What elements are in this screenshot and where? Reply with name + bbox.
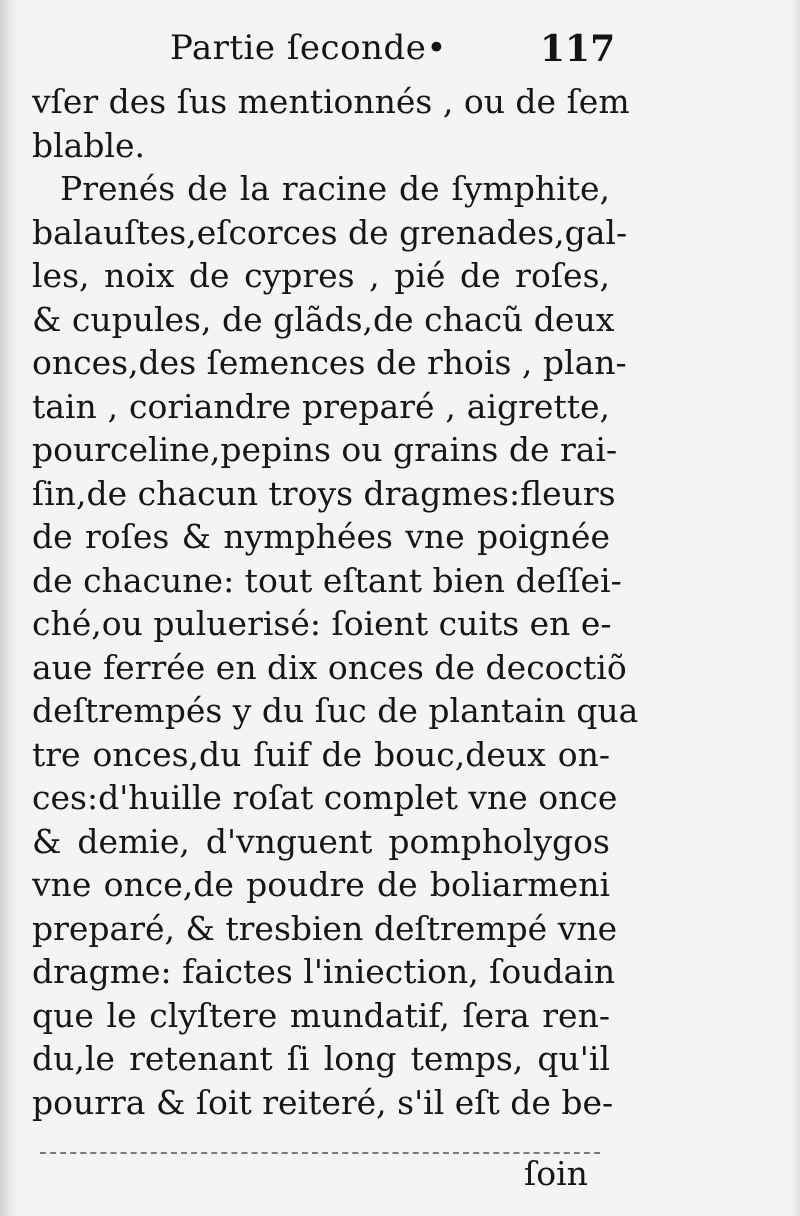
text-line: tain , coriandre preparé , aigrette, [32,386,610,426]
text-line: dragme: faictes l'iniection, ſoudain [32,952,616,991]
text-line: onces,des ſemences de rhois , plan- [32,343,627,382]
text-line: blable. [32,125,146,165]
text-line: balauſtes,eſcorces de grenades,gal- [32,212,628,252]
gutter-shadow [0,0,18,1216]
text-line: vſer des ſus mentionnés , ou de ſem [32,82,630,121]
text-line: de chacune: tout eſtant bien deſſei- [32,560,622,600]
footer-rule [40,1152,600,1154]
text-line: les, noix de cypres , pié de roſes, [32,256,610,295]
text-line: ſin,de chacun troys dragmes:fleurs [32,473,616,513]
text-line: vne once,de poudre de boliarmeni [32,865,610,904]
text-line: ché,ou puluerisé: ſoient cuits en e- [32,604,612,643]
page-number: 117 [540,28,616,70]
text-line: aue ferrée en dix onces de decoctiõ [32,647,627,687]
text-line: de roſes & nymphées vne poignée [32,517,610,556]
page-header [0,28,800,78]
text-line: du,le retenant ſi long temps, qu'il [32,1039,610,1078]
text-line: & cupules, de glãds,de chacũ deux [32,299,615,339]
text-line: que le clyſtere mundatif, ſera ren- [32,995,610,1035]
text-line: ces:d'huille roſat complet vne once [32,778,618,817]
running-head: Partie ſeconde• [170,28,447,68]
text-line: Prenés de la racine de ſymphite, [60,169,610,208]
text-line: & demie, d'vnguent pompholygos [32,821,610,861]
catchword: ſoin [524,1154,588,1193]
text-line: tre onces,du ſuif de bouc,deux on- [32,734,610,774]
body-text [32,80,639,1124]
page-edge [790,0,800,1216]
text-line: pourceline,pepins ou grains de rai- [32,430,618,469]
text-line: pourra & ſoit reiteré, s'il eſt de be- [32,1082,614,1122]
text-line: deſtrempés y du ſuc de plantain qua [32,691,639,730]
text-line: preparé, & tresbien deſtrempé vne [32,908,618,948]
